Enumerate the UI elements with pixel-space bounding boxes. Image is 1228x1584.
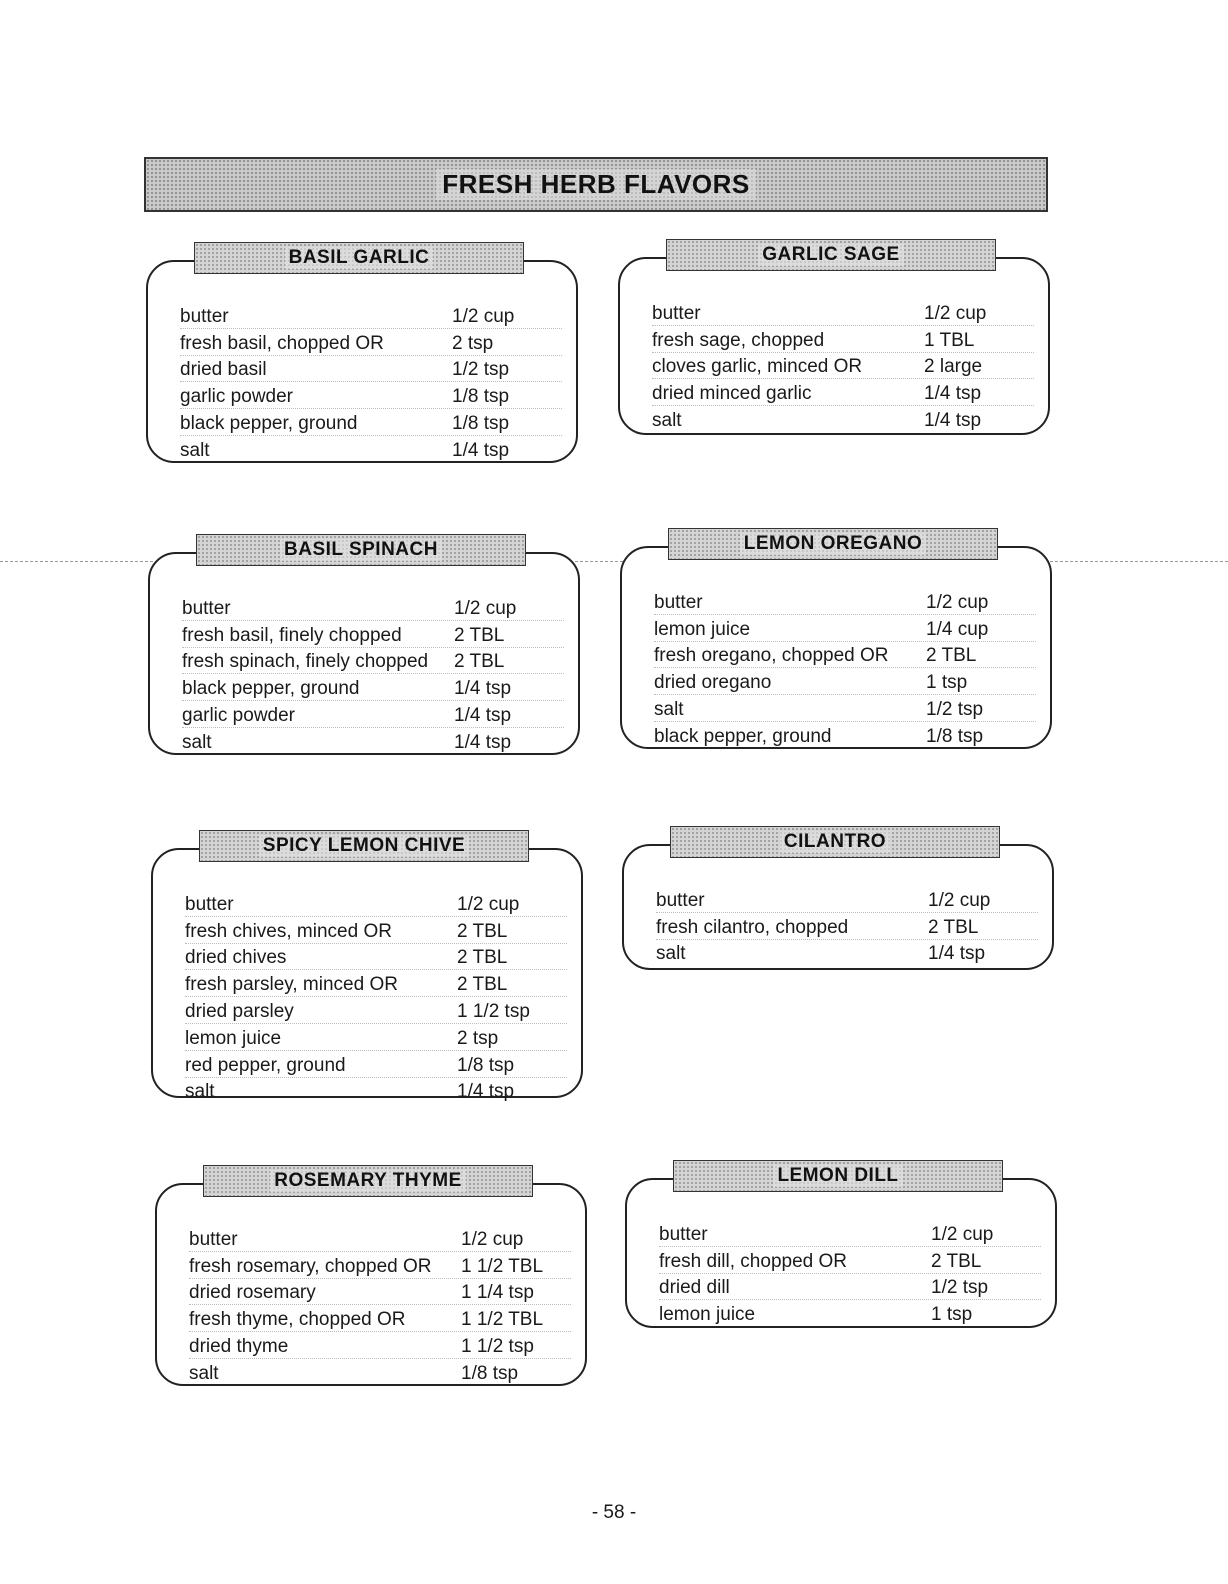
recipe-card-title-box xyxy=(199,830,529,862)
ingredient-list xyxy=(182,594,564,754)
ingredient-row xyxy=(185,1024,567,1051)
ingredient-amount: 1/8 tsp xyxy=(452,412,510,434)
ingredient-amount: 1/4 tsp xyxy=(924,383,982,405)
ingredient-name: black pepper, ground xyxy=(182,678,360,700)
ingredient-row xyxy=(656,913,1038,940)
ingredient-row xyxy=(185,970,567,997)
ingredient-name: salt xyxy=(180,439,210,461)
ingredient-amount: 1/8 tsp xyxy=(457,1054,515,1076)
ingredient-name: salt xyxy=(182,731,212,753)
ingredient-row xyxy=(182,621,564,648)
ingredient-amount: 1/8 tsp xyxy=(452,386,510,408)
recipe-card-title: CILANTRO xyxy=(780,831,890,853)
ingredient-name: dried rosemary xyxy=(189,1282,316,1304)
ingredient-amount: 1/8 tsp xyxy=(461,1362,519,1384)
ingredient-name: black pepper, ground xyxy=(654,725,832,747)
ingredient-name: fresh parsley, minced OR xyxy=(185,974,398,996)
ingredient-row xyxy=(189,1252,571,1279)
recipe-card-title-box xyxy=(666,239,996,271)
ingredient-name: fresh sage, chopped xyxy=(652,329,825,351)
ingredient-name: butter xyxy=(189,1228,238,1250)
recipe-card-title: GARLIC SAGE xyxy=(758,244,903,266)
ingredient-amount: 1/2 tsp xyxy=(452,359,510,381)
ingredient-name: dried oregano xyxy=(654,672,772,694)
ingredient-amount: 1/4 tsp xyxy=(454,678,512,700)
recipe-card-cilantro xyxy=(622,831,1054,970)
ingredient-row xyxy=(180,356,562,383)
ingredient-list xyxy=(189,1225,571,1385)
ingredient-row xyxy=(654,668,1036,695)
ingredient-amount: 1 1/2 TBL xyxy=(461,1309,544,1331)
recipe-card-title: ROSEMARY THYME xyxy=(270,1170,466,1192)
ingredient-list xyxy=(654,588,1036,748)
ingredient-amount: 2 TBL xyxy=(454,624,505,646)
ingredient-name: salt xyxy=(656,943,686,965)
recipe-card-lemon-dill xyxy=(625,1165,1057,1328)
ingredient-row xyxy=(189,1225,571,1252)
ingredient-amount: 1/8 tsp xyxy=(926,725,984,747)
ingredient-row xyxy=(652,326,1034,353)
ingredient-amount: 1/2 cup xyxy=(924,302,987,324)
ingredient-name: lemon juice xyxy=(659,1304,756,1326)
ingredient-row xyxy=(652,353,1034,380)
ingredient-amount: 1/2 tsp xyxy=(931,1277,989,1299)
ingredient-row xyxy=(654,695,1036,722)
ingredient-row xyxy=(185,917,567,944)
ingredient-amount: 1/2 cup xyxy=(461,1228,524,1250)
recipe-card-title-box xyxy=(670,826,1000,858)
ingredient-name: salt xyxy=(185,1081,215,1103)
ingredient-amount: 1/2 tsp xyxy=(926,698,984,720)
ingredient-amount: 1/2 cup xyxy=(457,893,520,915)
ingredient-row xyxy=(185,997,567,1024)
recipe-card-garlic-sage xyxy=(618,244,1050,435)
ingredient-name: dried dill xyxy=(659,1277,730,1299)
ingredient-row xyxy=(652,406,1034,432)
page-title: FRESH HERB FLAVORS xyxy=(436,169,756,200)
ingredient-row xyxy=(654,615,1036,642)
ingredient-amount: 1/4 cup xyxy=(926,618,989,640)
ingredient-amount: 1 tsp xyxy=(931,1304,973,1326)
ingredient-row xyxy=(654,588,1036,615)
ingredient-row xyxy=(182,594,564,621)
ingredient-row xyxy=(189,1279,571,1306)
ingredient-amount: 2 TBL xyxy=(931,1250,982,1272)
ingredient-row xyxy=(180,382,562,409)
recipe-card-basil-garlic xyxy=(146,247,578,463)
ingredient-name: fresh chives, minced OR xyxy=(185,920,392,942)
recipe-card-title: LEMON OREGANO xyxy=(740,533,927,555)
ingredient-amount: 1 TBL xyxy=(924,329,975,351)
ingredient-name: dried chives xyxy=(185,947,287,969)
ingredient-amount: 1/4 tsp xyxy=(452,439,510,461)
recipe-card-spicy-lemon-chive xyxy=(151,835,583,1103)
ingredient-row xyxy=(185,1078,567,1104)
ingredient-name: dried minced garlic xyxy=(652,383,812,405)
ingredient-row xyxy=(182,728,564,754)
ingredient-name: butter xyxy=(654,591,703,613)
ingredient-name: butter xyxy=(180,305,229,327)
page-title-banner xyxy=(144,157,1048,212)
ingredient-name: fresh rosemary, chopped OR xyxy=(189,1255,432,1277)
ingredient-row xyxy=(652,299,1034,326)
ingredient-name: fresh basil, finely chopped xyxy=(182,624,402,646)
recipe-card-title-box xyxy=(194,242,524,274)
ingredient-amount: 1/2 cup xyxy=(452,305,515,327)
ingredient-name: salt xyxy=(189,1362,219,1384)
ingredient-name: salt xyxy=(652,409,682,431)
ingredient-amount: 1 tsp xyxy=(926,672,968,694)
ingredient-amount: 1 1/2 tsp xyxy=(457,1000,530,1022)
ingredient-name: dried basil xyxy=(180,359,267,381)
ingredient-amount: 2 large xyxy=(924,356,983,378)
ingredient-name: black pepper, ground xyxy=(180,412,358,434)
ingredient-amount: 2 TBL xyxy=(457,947,508,969)
ingredient-list xyxy=(652,299,1034,432)
ingredient-amount: 1/4 tsp xyxy=(924,409,982,431)
ingredient-row xyxy=(189,1359,571,1385)
ingredient-amount: 1/4 tsp xyxy=(457,1081,515,1103)
ingredient-amount: 1/2 cup xyxy=(931,1223,994,1245)
ingredient-row xyxy=(180,409,562,436)
ingredient-amount: 1/4 tsp xyxy=(928,943,986,965)
ingredient-name: fresh thyme, chopped OR xyxy=(189,1309,406,1331)
recipe-card-title: LEMON DILL xyxy=(773,1165,902,1187)
ingredient-amount: 2 TBL xyxy=(926,645,977,667)
ingredient-row xyxy=(656,940,1038,966)
ingredient-amount: 1/2 cup xyxy=(454,597,517,619)
ingredient-amount: 2 TBL xyxy=(928,916,979,938)
ingredient-amount: 2 TBL xyxy=(454,651,505,673)
ingredient-row xyxy=(652,379,1034,406)
recipe-card-title-box xyxy=(203,1165,533,1197)
ingredient-row xyxy=(185,890,567,917)
ingredient-name: butter xyxy=(185,893,234,915)
ingredient-row xyxy=(182,701,564,728)
ingredient-amount: 1 1/4 tsp xyxy=(461,1282,534,1304)
ingredient-amount: 2 TBL xyxy=(457,920,508,942)
ingredient-name: butter xyxy=(652,302,701,324)
ingredient-amount: 1 1/2 TBL xyxy=(461,1255,544,1277)
ingredient-name: fresh oregano, chopped OR xyxy=(654,645,889,667)
ingredient-row xyxy=(180,436,562,462)
ingredient-name: cloves garlic, minced OR xyxy=(652,356,863,378)
ingredient-name: fresh basil, chopped OR xyxy=(180,332,384,354)
ingredient-row xyxy=(654,642,1036,669)
ingredient-row xyxy=(182,674,564,701)
recipe-card-title-box xyxy=(673,1160,1003,1192)
ingredient-row xyxy=(180,329,562,356)
ingredient-name: butter xyxy=(656,889,705,911)
ingredient-name: fresh cilantro, chopped xyxy=(656,916,849,938)
recipe-card-lemon-oregano xyxy=(620,533,1052,749)
ingredient-row xyxy=(189,1332,571,1359)
ingredient-name: garlic powder xyxy=(180,386,293,408)
recipe-card-title: SPICY LEMON CHIVE xyxy=(259,835,469,857)
ingredient-list xyxy=(656,886,1038,965)
ingredient-name: fresh spinach, finely chopped xyxy=(182,651,429,673)
recipe-card-rosemary-thyme xyxy=(155,1170,587,1386)
ingredient-name: lemon juice xyxy=(654,618,751,640)
recipe-card-title-box xyxy=(196,534,526,566)
ingredient-name: butter xyxy=(182,597,231,619)
ingredient-row xyxy=(185,944,567,971)
ingredient-amount: 1 1/2 tsp xyxy=(461,1335,534,1357)
ingredient-name: butter xyxy=(659,1223,708,1245)
ingredient-row xyxy=(656,886,1038,913)
ingredient-amount: 1/4 tsp xyxy=(454,704,512,726)
ingredient-name: red pepper, ground xyxy=(185,1054,346,1076)
page-number: - 58 - xyxy=(591,1502,637,1523)
ingredient-name: fresh dill, chopped OR xyxy=(659,1250,847,1272)
ingredient-name: garlic powder xyxy=(182,704,295,726)
ingredient-list xyxy=(185,890,567,1103)
ingredient-amount: 1/4 tsp xyxy=(454,731,512,753)
ingredient-row xyxy=(182,648,564,675)
ingredient-amount: 2 TBL xyxy=(457,974,508,996)
ingredient-amount: 1/2 cup xyxy=(926,591,989,613)
ingredient-row xyxy=(659,1247,1041,1274)
ingredient-name: salt xyxy=(654,698,684,720)
ingredient-amount: 2 tsp xyxy=(452,332,494,354)
ingredient-amount: 2 tsp xyxy=(457,1027,499,1049)
ingredient-row xyxy=(189,1305,571,1332)
ingredient-row xyxy=(180,302,562,329)
recipe-card-title: BASIL GARLIC xyxy=(285,247,434,269)
ingredient-row xyxy=(659,1274,1041,1301)
ingredient-row xyxy=(185,1051,567,1078)
ingredient-row xyxy=(654,722,1036,748)
recipe-card-basil-spinach xyxy=(148,539,580,755)
recipe-card-title-box xyxy=(668,528,998,560)
ingredient-name: dried parsley xyxy=(185,1000,294,1022)
ingredient-row xyxy=(659,1220,1041,1247)
recipe-card-title: BASIL SPINACH xyxy=(280,539,442,561)
ingredient-row xyxy=(659,1300,1041,1326)
ingredient-list xyxy=(180,302,562,462)
ingredient-name: dried thyme xyxy=(189,1335,289,1357)
ingredient-name: lemon juice xyxy=(185,1027,282,1049)
ingredient-list xyxy=(659,1220,1041,1326)
ingredient-amount: 1/2 cup xyxy=(928,889,991,911)
